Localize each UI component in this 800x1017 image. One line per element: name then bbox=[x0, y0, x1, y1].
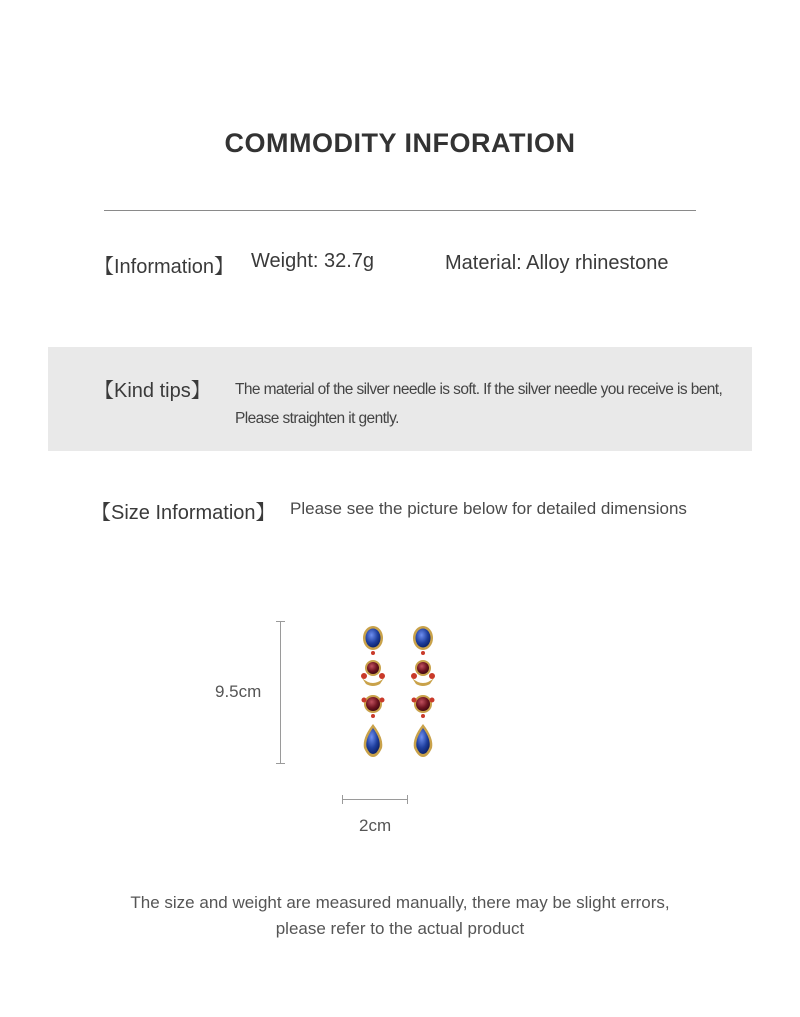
width-dimension-label: 2cm bbox=[359, 816, 392, 835]
red-rhinestone bbox=[361, 673, 367, 679]
earring-gold-setting bbox=[362, 678, 384, 686]
kind-tips-line-2: Please straighten it gently. bbox=[235, 410, 399, 427]
earring-left bbox=[361, 626, 385, 757]
garnet-gem bbox=[367, 662, 379, 674]
kind-tips-text bbox=[235, 375, 735, 433]
red-rhinestone bbox=[421, 651, 425, 655]
information-label: 【Information】 bbox=[94, 256, 235, 278]
width-dimension-line bbox=[343, 799, 407, 800]
width-dimension-cap-right bbox=[407, 795, 408, 804]
page-title: COMMODITY INFORATION bbox=[224, 128, 576, 158]
red-rhinestone bbox=[411, 673, 417, 679]
kind-tips-label: 【Kind tips】 bbox=[94, 380, 211, 402]
height-dimension-label: 9.5cm bbox=[215, 682, 262, 701]
red-rhinestone bbox=[380, 698, 385, 703]
height-dimension-line bbox=[280, 621, 281, 763]
size-information-label: 【Size Information】 bbox=[91, 502, 276, 524]
title-divider bbox=[104, 210, 696, 211]
kind-tips-line-1: The material of the silver needle is soft. If the silver needle you receive is bent, bbox=[235, 381, 723, 398]
garnet-gem bbox=[366, 697, 380, 711]
garnet-gem bbox=[417, 662, 429, 674]
earring-gold-setting bbox=[412, 678, 434, 686]
material-value: Material: Alloy rhinestone bbox=[445, 252, 669, 274]
height-dimension-cap-top bbox=[276, 621, 285, 622]
weight-value: Weight: 32.7g bbox=[251, 250, 375, 272]
disclaimer-line-2: please refer to the actual product bbox=[275, 919, 525, 938]
width-dimension-cap-left bbox=[342, 795, 343, 804]
height-dimension-cap-bottom bbox=[276, 763, 285, 764]
size-information-text: Please see the picture below for detailed dimensions bbox=[290, 499, 687, 518]
red-rhinestone bbox=[371, 651, 375, 655]
earrings-image bbox=[350, 620, 460, 765]
sapphire-gem bbox=[416, 629, 431, 648]
measurement-disclaimer bbox=[0, 890, 800, 942]
sapphire-gem bbox=[366, 629, 381, 648]
red-rhinestone bbox=[362, 698, 367, 703]
earring-right bbox=[411, 626, 435, 757]
red-rhinestone bbox=[429, 673, 435, 679]
disclaimer-line-1: The size and weight are measured manually, there may be slight errors, bbox=[130, 893, 670, 912]
red-rhinestone bbox=[421, 714, 425, 718]
garnet-gem bbox=[416, 697, 430, 711]
red-rhinestone bbox=[379, 673, 385, 679]
red-rhinestone bbox=[412, 698, 417, 703]
red-rhinestone bbox=[371, 714, 375, 718]
red-rhinestone bbox=[430, 698, 435, 703]
